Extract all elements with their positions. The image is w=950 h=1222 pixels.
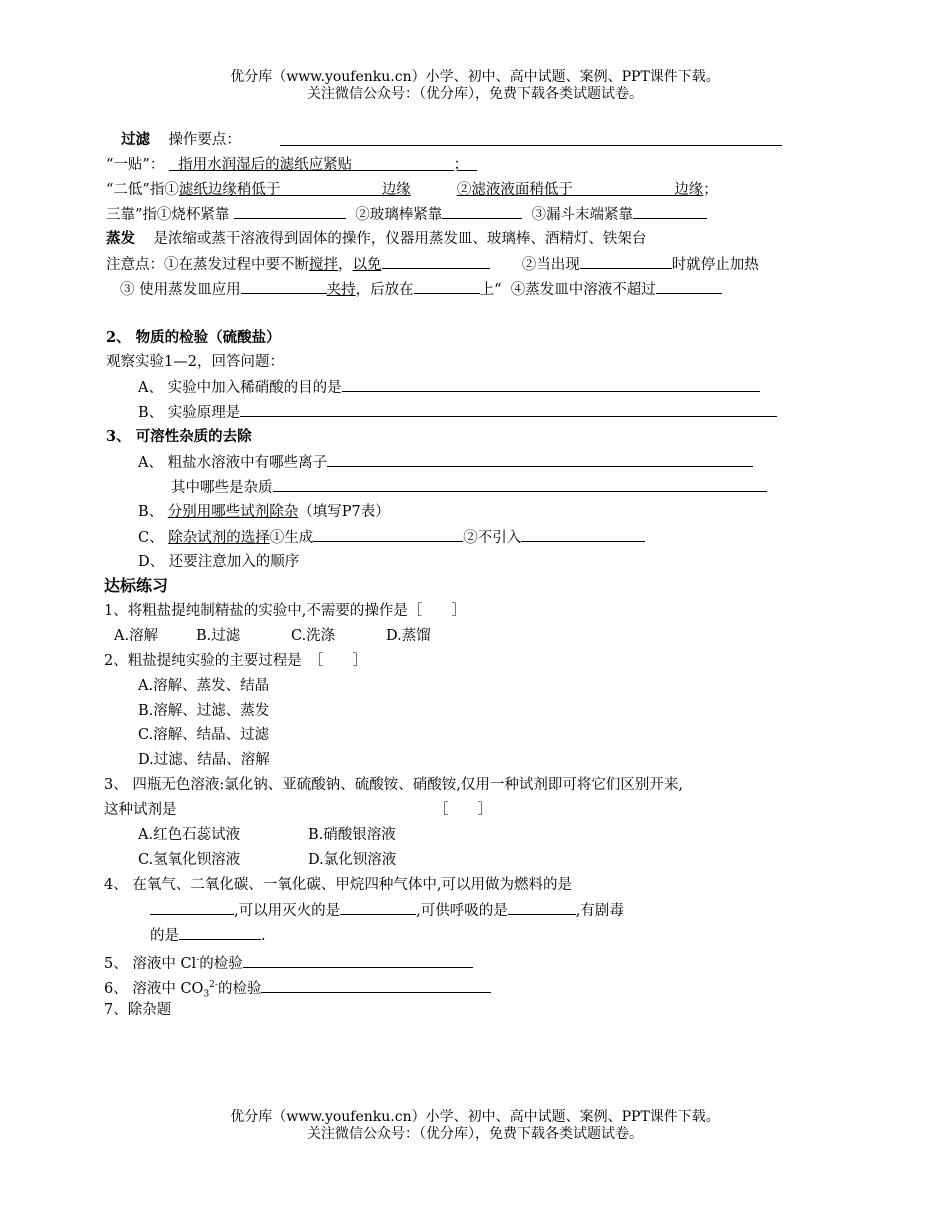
- q6-sub: 3: [203, 989, 210, 1000]
- evap-note-4: ④蒸发皿中溶液不超过: [510, 282, 656, 298]
- q1-option-c: C.洗涤: [291, 628, 336, 644]
- section3-c-prefix: C、: [138, 530, 169, 546]
- section3-a-text: A、 粗盐水溶液中有哪些离子: [138, 455, 328, 471]
- practice-title: 达标练习: [104, 576, 169, 595]
- section2-a: [138, 377, 760, 398]
- evap-note-2b: 时就停止加热: [671, 257, 759, 273]
- evap-note-2a: ②当出现: [521, 257, 580, 273]
- q3-options-row-2: [138, 850, 396, 870]
- q1-option-b: B.过滤: [196, 628, 241, 644]
- erdi-1b-text: 边缘: [381, 182, 411, 198]
- q3-options-row-1: [138, 825, 396, 845]
- q4: 4、 在氧气、二氧化碳、一氧化碳、甲烷四种气体中,可以用做为燃料的是: [104, 877, 572, 893]
- section3-c-1-blank[interactable]: [313, 527, 463, 542]
- q3-option-b: B.硝酸银溶液: [308, 827, 396, 843]
- section3-a2: [171, 477, 767, 498]
- erdi-2b-text: 边缘: [674, 182, 704, 198]
- yitie-text: [169, 157, 477, 173]
- evap-note-1-blank[interactable]: [382, 254, 490, 269]
- header-line-2: 关注微信公众号：（优分库），免费下载各类试题试卷。: [307, 86, 643, 102]
- section2-b: [138, 402, 777, 423]
- erdi-2: [457, 182, 703, 198]
- q4-extinguish-blank[interactable]: [340, 900, 416, 915]
- evap-note-2-blank[interactable]: [580, 254, 672, 269]
- q2-option-c: C.溶解、结晶、过滤: [138, 727, 270, 743]
- filter-title: 过滤: [121, 131, 150, 148]
- evaporation-line: [106, 229, 646, 249]
- evap-note-3-blank[interactable]: [241, 279, 327, 294]
- section2-b-text: B、 实验原理是: [138, 405, 241, 421]
- footer-line-2: 关注微信公众号：（优分库），免费下载各类试题试卷。: [307, 1126, 643, 1142]
- sankao-prefix: 三靠”指①烧杯紧靠: [106, 207, 230, 223]
- page-footer: [0, 1109, 950, 1143]
- erdi-2-text: ②滤液液面稍低于: [456, 182, 573, 198]
- filter-points-line: [121, 130, 241, 150]
- q4-line-3: [150, 925, 266, 946]
- evap-note-3c: ，后放在: [355, 282, 414, 298]
- evap-note-1a: 注意点：①在蒸发过程中要不断: [106, 257, 309, 273]
- q3-line-2: [104, 800, 177, 820]
- footer-line-1: 优分库（www.youfenku.cn）小学、初中、高中试题、案例、PPT课件下载。: [230, 1109, 720, 1125]
- q6-blank[interactable]: [261, 978, 491, 993]
- section3-c-underlined: 除杂试剂的选择: [168, 530, 270, 546]
- sankao-2-blank[interactable]: [442, 204, 522, 219]
- section2-b-blank[interactable]: [240, 402, 777, 417]
- section3-d: D、 还要注意加入的顺序: [138, 554, 300, 570]
- section3-b-prefix: B、: [138, 504, 168, 520]
- q5-text-1: 5、 溶液中 Cl: [104, 955, 197, 972]
- section3-c-1: ①生成: [269, 530, 314, 546]
- section2-a-blank[interactable]: [342, 377, 760, 392]
- q6-text-2: 的检验: [217, 980, 262, 997]
- evap-note-3d-blank[interactable]: [414, 279, 480, 294]
- q3b: 这种试剂是: [104, 802, 177, 818]
- yitie-text-content: 指用水润湿后的滤纸应紧贴: [178, 157, 353, 173]
- section2-intro: 观察实验1—2，回答问题：: [106, 354, 284, 370]
- q2: 2、粗盐提纯实验的主要过程是 ［ ］: [104, 653, 367, 669]
- sankao-3-blank[interactable]: [633, 204, 707, 219]
- evap-note-1b: 搅拌: [309, 257, 338, 273]
- evap-note-line-1: [106, 254, 759, 275]
- section2-title: 2、 物质的检验（硫酸盐）: [106, 329, 281, 346]
- q5-blank[interactable]: [243, 953, 473, 968]
- q4b-1: ,可以用灭火的是: [234, 903, 341, 919]
- erdi-1: [179, 182, 411, 198]
- q5-sup: -: [196, 955, 200, 965]
- q6-text-1: 6、 溶液中 CO: [104, 980, 204, 997]
- erdi-1-text: 滤纸边缘稍低于: [178, 182, 281, 198]
- yitie-label: “一贴”：: [106, 157, 165, 173]
- q4b-3: ,有剧毒: [575, 903, 624, 919]
- q3-option-c: C.氢氧化钡溶液: [138, 852, 241, 868]
- evap-note-4-blank[interactable]: [656, 279, 722, 294]
- section2-a-text: A、 实验中加入稀硝酸的目的是: [138, 380, 342, 396]
- section3-a-blank[interactable]: [327, 452, 753, 467]
- section3-a2-text: 其中哪些是杂质: [171, 480, 273, 496]
- section3-a2-blank[interactable]: [273, 477, 767, 492]
- erdi-line: [106, 180, 718, 200]
- q1-options: [114, 626, 431, 646]
- filter-points-label: 操作要点：: [168, 132, 241, 148]
- q3-bracket: ［ ］: [434, 802, 492, 818]
- q2-option-a: A.溶解、蒸发、结晶: [138, 678, 270, 694]
- q3-option-d: D.氯化钡溶液: [308, 852, 397, 868]
- section3-b-underlined: 分别用哪些试剂除杂: [167, 504, 299, 520]
- section3-c-2: ②不引入: [463, 530, 522, 546]
- yitie-end: ；: [453, 157, 469, 173]
- erdi-prefix: “二低”指①: [106, 182, 179, 198]
- erdi-end: ；: [703, 182, 718, 198]
- q4-breath-blank[interactable]: [508, 900, 576, 915]
- q4-fuel-blank[interactable]: [150, 900, 234, 915]
- sankao-1-blank[interactable]: [234, 204, 346, 219]
- q2-option-d: D.过滤、结晶、溶解: [138, 752, 270, 768]
- page-header: [0, 69, 950, 103]
- section3-title: 3、 可溶性杂质的去除: [106, 428, 252, 445]
- section3-c: [138, 527, 645, 548]
- sankao-3: ③漏斗末端紧靠: [531, 207, 633, 223]
- q4b-2: ,可供呼吸的是: [416, 903, 508, 919]
- q2-option-b: B.溶解、过滤、蒸发: [138, 703, 270, 719]
- section3-b: [138, 502, 390, 522]
- evap-note-1d: 以免: [352, 257, 382, 273]
- q4c-1: 的是: [150, 928, 179, 944]
- evap-note-1c: ，: [338, 257, 353, 273]
- sankao-line: [106, 204, 707, 225]
- q1-option-a: A.溶解: [114, 628, 159, 644]
- section3-a: [138, 452, 753, 473]
- section3-b-rest: （填写P7表）: [298, 504, 390, 520]
- evap-note-3a: ③ 使用蒸发皿应用: [120, 282, 241, 298]
- q7: 7、除杂题: [104, 1002, 172, 1018]
- q1: 1、将粗盐提纯制精盐的实验中,不需要的操作是［ ］: [104, 603, 466, 619]
- evap-note-3b: 夹持: [326, 282, 356, 298]
- evaporation-title: 蒸发: [106, 230, 135, 247]
- header-line-1: 优分库（www.youfenku.cn）小学、初中、高中试题、案例、PPT课件下载。: [230, 69, 720, 85]
- yitie-line: [106, 155, 477, 175]
- evaporation-desc: 是浓缩或蒸干溶液得到固体的操作，仪器用蒸发皿、玻璃棒、酒精灯、铁架台: [153, 231, 647, 247]
- section3-c-2-blank[interactable]: [521, 527, 645, 542]
- q3: 3、 四瓶无色溶液:氯化钠、亚硫酸钠、硫酸铵、硝酸铵,仅用一种试剂即可将它们区别开来,: [104, 777, 683, 793]
- evap-note-3d: 上“: [479, 282, 502, 298]
- q1-option-d: D.蒸馏: [386, 628, 431, 644]
- q4-line-2: [150, 900, 624, 921]
- q5-text-2: 的检验: [199, 955, 243, 972]
- q4c-2: .: [261, 928, 266, 944]
- q3-option-a: A.红色石蕊试液: [138, 827, 241, 843]
- q5: [104, 950, 473, 974]
- sankao-2: ②玻璃棒紧靠: [355, 207, 443, 223]
- q6-sup: 2-: [209, 980, 218, 990]
- evap-note-line-2: [120, 279, 722, 300]
- q4-toxic-blank[interactable]: [179, 925, 261, 940]
- filter-points-blank[interactable]: [280, 131, 782, 146]
